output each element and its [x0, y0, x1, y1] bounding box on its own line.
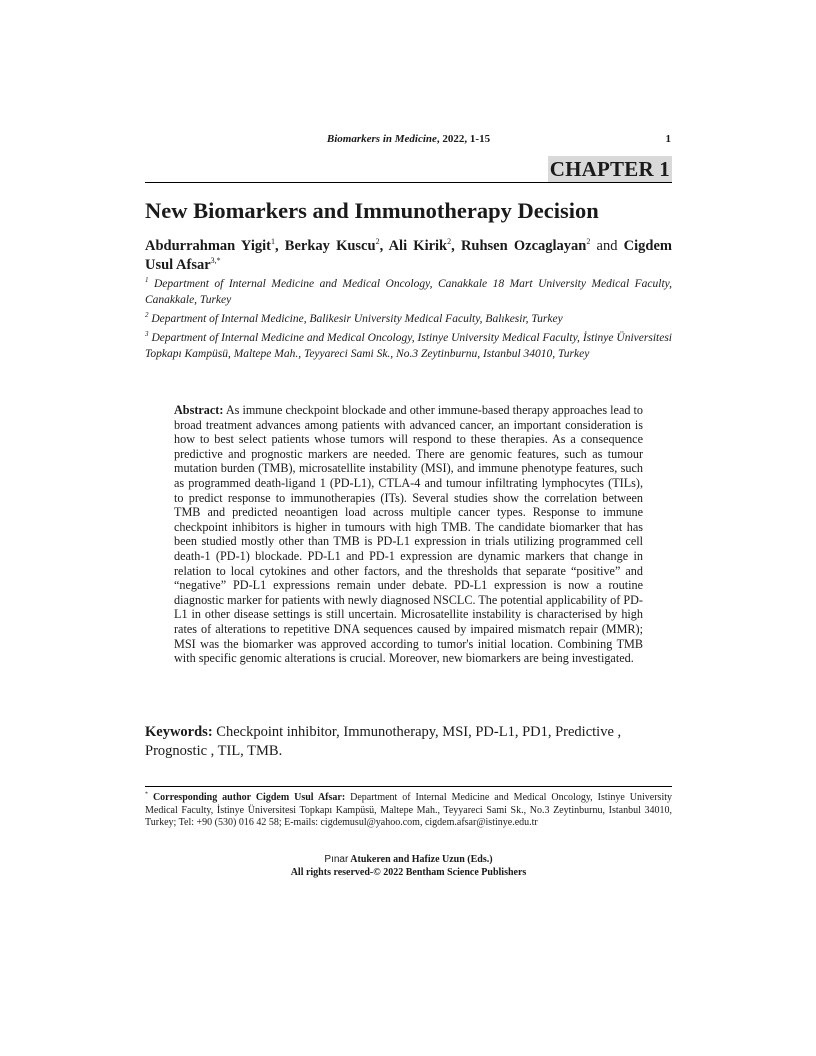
journal-name: Biomarkers in Medicine: [326, 133, 437, 145]
author-name: Cigdem Usul Afsar: [145, 238, 673, 273]
editors-rest: Atukeren and Hafize Uzun (Eds.): [348, 854, 493, 865]
author-separator: and: [590, 238, 624, 254]
chapter-label: CHAPTER 1: [549, 157, 670, 181]
affiliation-text: Department of Internal Medicine, Balikesir University Medical Faculty, Balıkesir, Turkey: [151, 313, 563, 325]
author-name: Ruhsen Ozcaglayan: [460, 238, 587, 254]
footnote-mark: *: [145, 791, 148, 798]
author-affiliation-mark: 3,*: [210, 256, 221, 266]
abstract-label: Abstract:: [174, 403, 224, 417]
affiliation-number: 1: [145, 276, 149, 285]
paper-title: New Biomarkers and Immunotherapy Decision: [145, 198, 599, 223]
affiliation-1: [145, 277, 672, 308]
author-affiliation-mark: 2: [447, 237, 452, 247]
keywords-label: Keywords:: [145, 724, 213, 740]
abstract-text: As immune checkpoint blockade and other immune-based therapy approaches lead to broad treatment advances among patients with advanced cancer, an important consideration is how to best select patients whose tumors will respond to these therapies. As a consequence predictive and prognostic markers are needed. There are genomic features, such as tumour mutation burden (TMB), microsatellite instability (MSI), and immune phenotype features, such as programmed death-ligand 1 (PD-L1), CTLA-4 and tumour infiltrating lymphocytes (TILs), to predict response to immunotherapies (ITs). Several studies show the correlation between TMB and predicted neoantigen load across multiple cancer types. Response to immune checkpoint inhibitors is higher in tumours with high TMB. The candidate biomarker that has been studied mostly other than TMB is PD-L1 expression in trials utilizing programmed cell death-1 (PD-1) blockade. PD-L1 and PD-1 expression are dynamic markers that change in relation to local cytokines and other factors, and the thresholds that separate “positive” and “negative” PD-L1 expressions remain under debate. PD-L1 expression is now a routine diagnostic marker for patients with newly diagnosed NSCLC. The potential applicability of PD-L1 in other disease settings is still uncertain. Microsatellite instability is characterised by high rates of alterations to repetitive DNA sequences caused by impaired mismatch repair (MMR); MSI was the biomarker was approved according to tumor's initial location. Combining TMB with specific genomic alterations is crucial. Moreover, new biomarkers are being investigated.: [174, 403, 643, 666]
author-separator: ,: [451, 238, 461, 254]
author-name: Berkay Kuscu: [284, 238, 376, 254]
affiliation-3: [145, 331, 672, 362]
footnote-label: Corresponding author Cigdem Usul Afsar:: [152, 792, 346, 803]
page-number: 1: [665, 133, 671, 145]
author-name: Abdurrahman Yigit: [145, 238, 271, 254]
editor-first-name: Pınar: [324, 854, 349, 865]
keywords-text: Checkpoint inhibitor, Immunotherapy, MSI, PD-L1, PD1, Predictive , Prognostic , TIL, TMB.: [145, 724, 622, 759]
corresponding-author-footnote: [145, 792, 672, 830]
journal-citation: [145, 133, 672, 145]
journal-year-pages: , 2022, 1-15: [436, 133, 491, 145]
footnote-text: Department of Internal Medicine and Medical Oncology, Istinye University Medical Faculty, İstinye Üniversitesi Topkapı Kampüsü, Maltepe Mah., Teyyareci Sami Sk., No.3 Zeytinburnu, Istanbul 34010, Turkey; Tel: +90 (530) 016 42 58; E-mails: cigdemusul@yahoo.com, cigdem.afsar@istinye.edu.tr: [145, 792, 673, 829]
keywords: [145, 723, 672, 761]
editors-line: [145, 853, 672, 866]
author-separator: ,: [274, 238, 285, 254]
affiliation-text: Department of Internal Medicine and Medical Oncology, Canakkale 18 Mart University Medical Faculty, Canakkale, Turkey: [145, 278, 672, 306]
affiliation-number: 2: [145, 311, 149, 320]
editors-block: [145, 853, 672, 879]
affiliation-2: [145, 312, 672, 328]
affiliation-number: 3: [145, 330, 149, 339]
chapter-banner: [548, 156, 672, 182]
author-affiliation-mark: 2: [586, 237, 591, 247]
chapter-rule: [145, 182, 672, 183]
author-affiliation-mark: 1: [270, 237, 275, 247]
author-affiliation-mark: 2: [375, 237, 380, 247]
affiliation-text: Department of Internal Medicine and Medical Oncology, Istinye University Medical Faculty, İstinye Üniversitesi Topkapı Kampüsü, Maltepe Mah., Teyyareci Sami Sk., No.3 Zeytinburnu, Istanbul 34010, Turkey: [145, 332, 673, 360]
copyright-line: All rights reserved-© 2022 Bentham Science Publishers: [290, 867, 527, 878]
author-separator: ,: [379, 238, 389, 254]
abstract: [174, 403, 643, 666]
author-list: [145, 237, 672, 275]
author-name: Ali Kirik: [388, 238, 448, 254]
footnote-rule: [145, 786, 672, 787]
